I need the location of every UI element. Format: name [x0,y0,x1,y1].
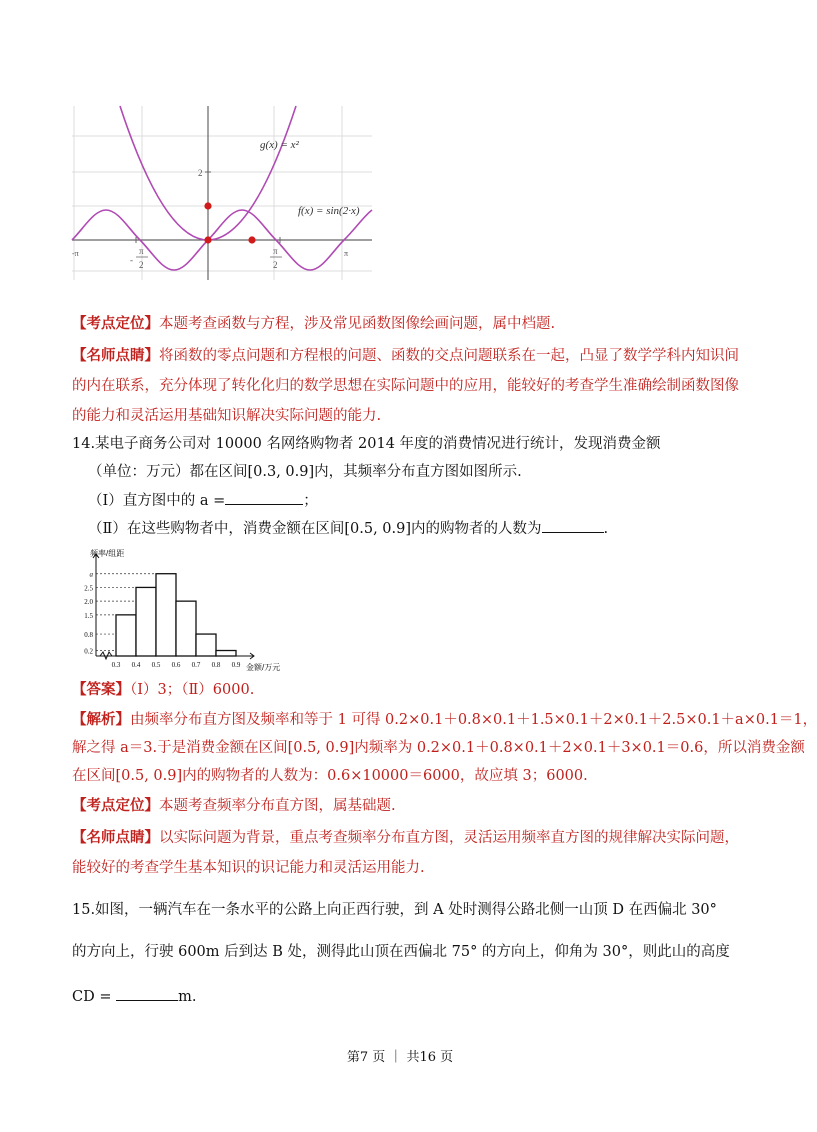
histogram-bar [176,601,196,656]
histogram-bar [156,574,176,656]
tick-minus: - [130,255,133,265]
point-origin [204,236,211,243]
q14-jiexi-2: 解之得 a＝3.于是消费金额在区间[0.5, 0.9]内频率为 0.2×0.1＋0.8×0.1＋2×0.1＋3×0.1＝0.6，所以消费金额 [72,740,805,756]
tick-y-two: 2 [198,168,203,178]
part2-suffix: . [603,521,609,537]
part2-prefix: （Ⅱ）在这些购物者中，消费金额在区间[0.5, 0.9]内的购物者的人数为 [88,521,542,537]
q13-kaodian [72,314,555,334]
label-f: f(x) = sin(2·x) [298,205,360,217]
dianjing-tag: 【名师点睛】 [72,347,159,364]
histogram-xtick-label: 0.6 [171,661,181,669]
q13-dianjing-2: 的内在联系，充分体现了转化化归的数学思想在实际问题中的应用，能较好的考查学生准确绘制函数图像 [72,378,739,394]
histogram-bar [216,651,236,656]
dianjing-text-1: 将函数的零点问题和方程根的问题、函数的交点问题联系在一起，凸显了数学学科内知识间 [159,348,739,364]
q15-line-2: 的方向上，行驶 600m 后到达 B 处，测得此山顶在西偏北 75° 的方向上，仰角为 30°，则此山的高度 [72,944,730,960]
q14-part2 [88,518,608,539]
q14-stem-1: 14.某电子商务公司对 10000 名网络购物者 2014 年度的消费情况进行统计，发现消费金额 [72,436,661,452]
frequency-histogram [74,546,281,674]
histogram-ytick-label: 2.0 [84,598,93,607]
graph-grid [72,106,372,280]
kaodian-text-2: 本题考查频率分布直方图，属基础题. [159,798,396,814]
tick-neg-half-pi-num: π [139,246,144,256]
dianjing-tag-2: 【名师点睛】 [72,829,159,846]
point-on-x-axis [248,236,255,243]
jiexi-tag: 【解析】 [72,711,130,728]
histogram-ytick-label: 0.2 [84,647,93,656]
q15-prefix: CD = [72,989,112,1005]
q14-jiexi-1 [72,710,817,730]
histogram-ytick-label: a [89,570,93,579]
histogram-xlabel: 金额/万元 [246,663,281,672]
tick-pi: π [344,249,349,258]
dianjing-text-2-1: 以实际问题为背景，重点考查频率分布直方图，灵活运用频率直方图的规律解决实际问题， [159,830,739,846]
q15-line-1: 15.如图，一辆汽车在一条水平的公路上向正西行驶，到 A 处时测得公路北侧一山顶 D 在西偏北 30° [72,902,717,918]
tick-half-pi-num: π [273,246,278,256]
histogram-xtick-label: 0.3 [111,661,121,669]
kaodian-tag: 【考点定位】 [72,315,159,332]
q14-dianjing-1 [72,828,739,848]
tick-neg-pi: -π [72,249,79,258]
part1-prefix: （Ⅰ）直方图中的 a = [88,493,226,509]
q14-kaodian [72,796,396,816]
q15-line-3 [72,986,196,1007]
label-g: g(x) = x² [260,139,299,151]
kaodian-text: 本题考查函数与方程，涉及常见函数图像绘画问题，属中档题. [159,316,556,332]
q15-blank[interactable] [116,986,178,1001]
q14-dianjing-2: 能较好的考查学生基本知识的识记能力和灵活运用能力. [72,860,425,876]
page-footer: 第7 页 ｜ 共16 页 [346,1050,454,1065]
answer-tag: 【答案】 [72,681,130,698]
q13-dianjing-1 [72,346,739,366]
histogram-bar [116,615,136,656]
histogram-xtick-label: 0.4 [131,661,141,669]
q14-stem-2: （单位：万元）都在区间[0.3, 0.9]内，其频率分布直方图如图所示. [88,464,522,480]
histogram-xtick-label: 0.8 [211,661,221,669]
histogram-ytick-label: 2.5 [84,584,93,593]
tick-neg-half-pi-den: 2 [139,260,144,270]
histogram-ytick-label: 1.5 [84,611,93,620]
part1-blank[interactable] [225,490,303,505]
point-on-y-axis [204,202,211,209]
histogram-xtick-label: 0.9 [231,661,241,669]
q14-answer [72,680,254,700]
part1-suffix: ； [303,493,318,509]
jiexi-text-1: 由频率分布直方图及频率和等于 1 可得 0.2×0.1＋0.8×0.1＋1.5×0.1＋2×0.1＋2.5×0.1＋a×0.1＝1， [130,712,817,728]
answer-text: （Ⅰ）3；（Ⅱ）6000. [130,682,255,698]
part2-blank[interactable] [542,518,604,533]
q15-suffix: m. [178,989,197,1005]
tick-half-pi-den: 2 [273,260,278,270]
kaodian-tag-2: 【考点定位】 [72,797,159,814]
q13-dianjing-3: 的能力和灵活运用基础知识解决实际问题的能力. [72,408,382,424]
histogram-bar [136,587,156,656]
q14-part1 [88,490,318,511]
histogram-ylabel: 频率/组距 [90,549,125,558]
function-graph-figure [72,106,372,280]
q14-jiexi-3: 在区间[0.5, 0.9]内的购物者的人数为：0.6×10000＝6000，故应填 3；6000. [72,768,588,784]
histogram-ytick-label: 0.8 [84,631,93,640]
histogram-xtick-label: 0.5 [151,661,161,669]
histogram-bar [196,634,216,656]
histogram-xtick-label: 0.7 [191,661,201,669]
